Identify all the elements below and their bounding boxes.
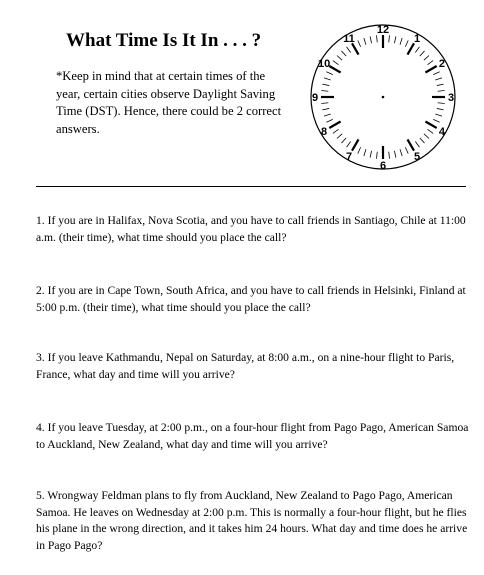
minute-tick xyxy=(326,72,332,75)
clock-number-5: 5 xyxy=(413,150,421,163)
minute-tick xyxy=(321,91,328,92)
minute-tick xyxy=(342,51,347,56)
page-title: What Time Is It In . . . ? xyxy=(66,30,262,51)
minute-tick xyxy=(424,134,429,139)
minute-tick xyxy=(435,114,442,116)
minute-tick xyxy=(420,138,425,143)
minute-tick xyxy=(377,35,378,42)
minute-tick xyxy=(364,38,366,45)
minute-tick xyxy=(433,119,439,122)
minute-tick xyxy=(433,72,439,75)
minute-tick xyxy=(415,141,419,147)
question-2: 2. If you are in Cape Town, South Africa, and you have to call friends in Helsinki, Finland at 5:00 p.m. (their time), what time should you place the call? xyxy=(36,284,466,314)
minute-tick xyxy=(405,40,408,46)
clock-number-2: 2 xyxy=(438,58,445,70)
minute-tick xyxy=(342,138,347,143)
minute-tick xyxy=(424,56,429,61)
minute-tick xyxy=(415,47,419,53)
clock-number-6: 6 xyxy=(379,160,387,172)
minute-tick xyxy=(427,129,433,133)
minute-tick xyxy=(333,129,339,133)
clock-center-dot xyxy=(382,96,385,99)
minute-tick xyxy=(420,51,425,56)
minute-tick xyxy=(405,147,408,153)
clock-number-4: 4 xyxy=(438,126,445,138)
minute-tick xyxy=(322,84,329,85)
minute-tick xyxy=(389,152,390,159)
clock-number-11: 11 xyxy=(343,33,355,46)
minute-tick xyxy=(337,56,342,61)
clock-number-3: 3 xyxy=(447,92,455,104)
minute-tick xyxy=(322,108,329,109)
minute-tick xyxy=(437,84,444,85)
minute-tick xyxy=(321,103,328,104)
minute-tick xyxy=(435,78,442,80)
minute-tick xyxy=(377,152,378,159)
clock-number-9: 9 xyxy=(311,92,319,104)
minute-tick xyxy=(326,119,332,122)
hour-tick xyxy=(425,122,436,129)
minute-tick xyxy=(400,38,402,45)
hour-tick xyxy=(329,122,340,129)
clock-number-10: 10 xyxy=(317,58,331,70)
minute-tick xyxy=(337,134,342,139)
divider xyxy=(36,186,466,187)
question-5: 5. Wrongway Feldman plans to fly from Auckland, New Zealand to Pago Pago, American Samoa. He leaves on Wednesday at 2:00 p.m. This is normally a four-hour flight, but he flies his plane in the wrong direction, and it takes him 24 hours. What day and time does he arrive in Pago Pago? xyxy=(36,489,468,552)
clock-number-8: 8 xyxy=(321,126,328,138)
hour-tick xyxy=(425,66,436,73)
minute-tick xyxy=(358,40,361,46)
clock-number-7: 7 xyxy=(345,150,353,163)
minute-tick xyxy=(364,149,366,156)
question-1: 1. If you are in Halifax, Nova Scotia, and you have to call friends in Santiago, Chile at 11:00 a.m. (their time), what time should you place the call? xyxy=(36,214,466,244)
minute-tick xyxy=(437,108,444,109)
clock-number-12: 12 xyxy=(376,24,390,36)
question-4: 4. If you leave Tuesday, at 2:00 p.m., on a four-hour flight from Pago Pago, American Samoa to Auckland, New Zealand, what day and time will you arrive? xyxy=(36,421,469,451)
minute-tick xyxy=(370,36,371,43)
clock-face-icon xyxy=(308,22,458,172)
minute-tick xyxy=(438,91,445,92)
minute-tick xyxy=(427,61,433,65)
minute-tick xyxy=(370,151,371,158)
minute-tick xyxy=(394,151,395,158)
minute-tick xyxy=(333,61,339,65)
minute-tick xyxy=(324,78,331,80)
minute-tick xyxy=(347,141,351,147)
hour-tick xyxy=(408,139,415,150)
minute-tick xyxy=(389,35,390,42)
hour-tick xyxy=(352,139,359,150)
question-3: 3. If you leave Kathmandu, Nepal on Saturday, at 8:00 a.m., on a nine-hour flight to Paris, France, what day and time will you arrive? xyxy=(36,351,455,381)
minute-tick xyxy=(347,47,351,53)
minute-tick xyxy=(358,147,361,153)
minute-tick xyxy=(394,36,395,43)
minute-tick xyxy=(438,103,445,104)
hour-tick xyxy=(329,66,340,73)
minute-tick xyxy=(400,149,402,156)
dst-note: *Keep in mind that at certain times of the year, certain cities observe Daylight Saving Time (DST). Hence, there could be 2 correct answers. xyxy=(56,69,282,136)
clock-number-1: 1 xyxy=(413,33,421,46)
minute-tick xyxy=(324,114,331,116)
